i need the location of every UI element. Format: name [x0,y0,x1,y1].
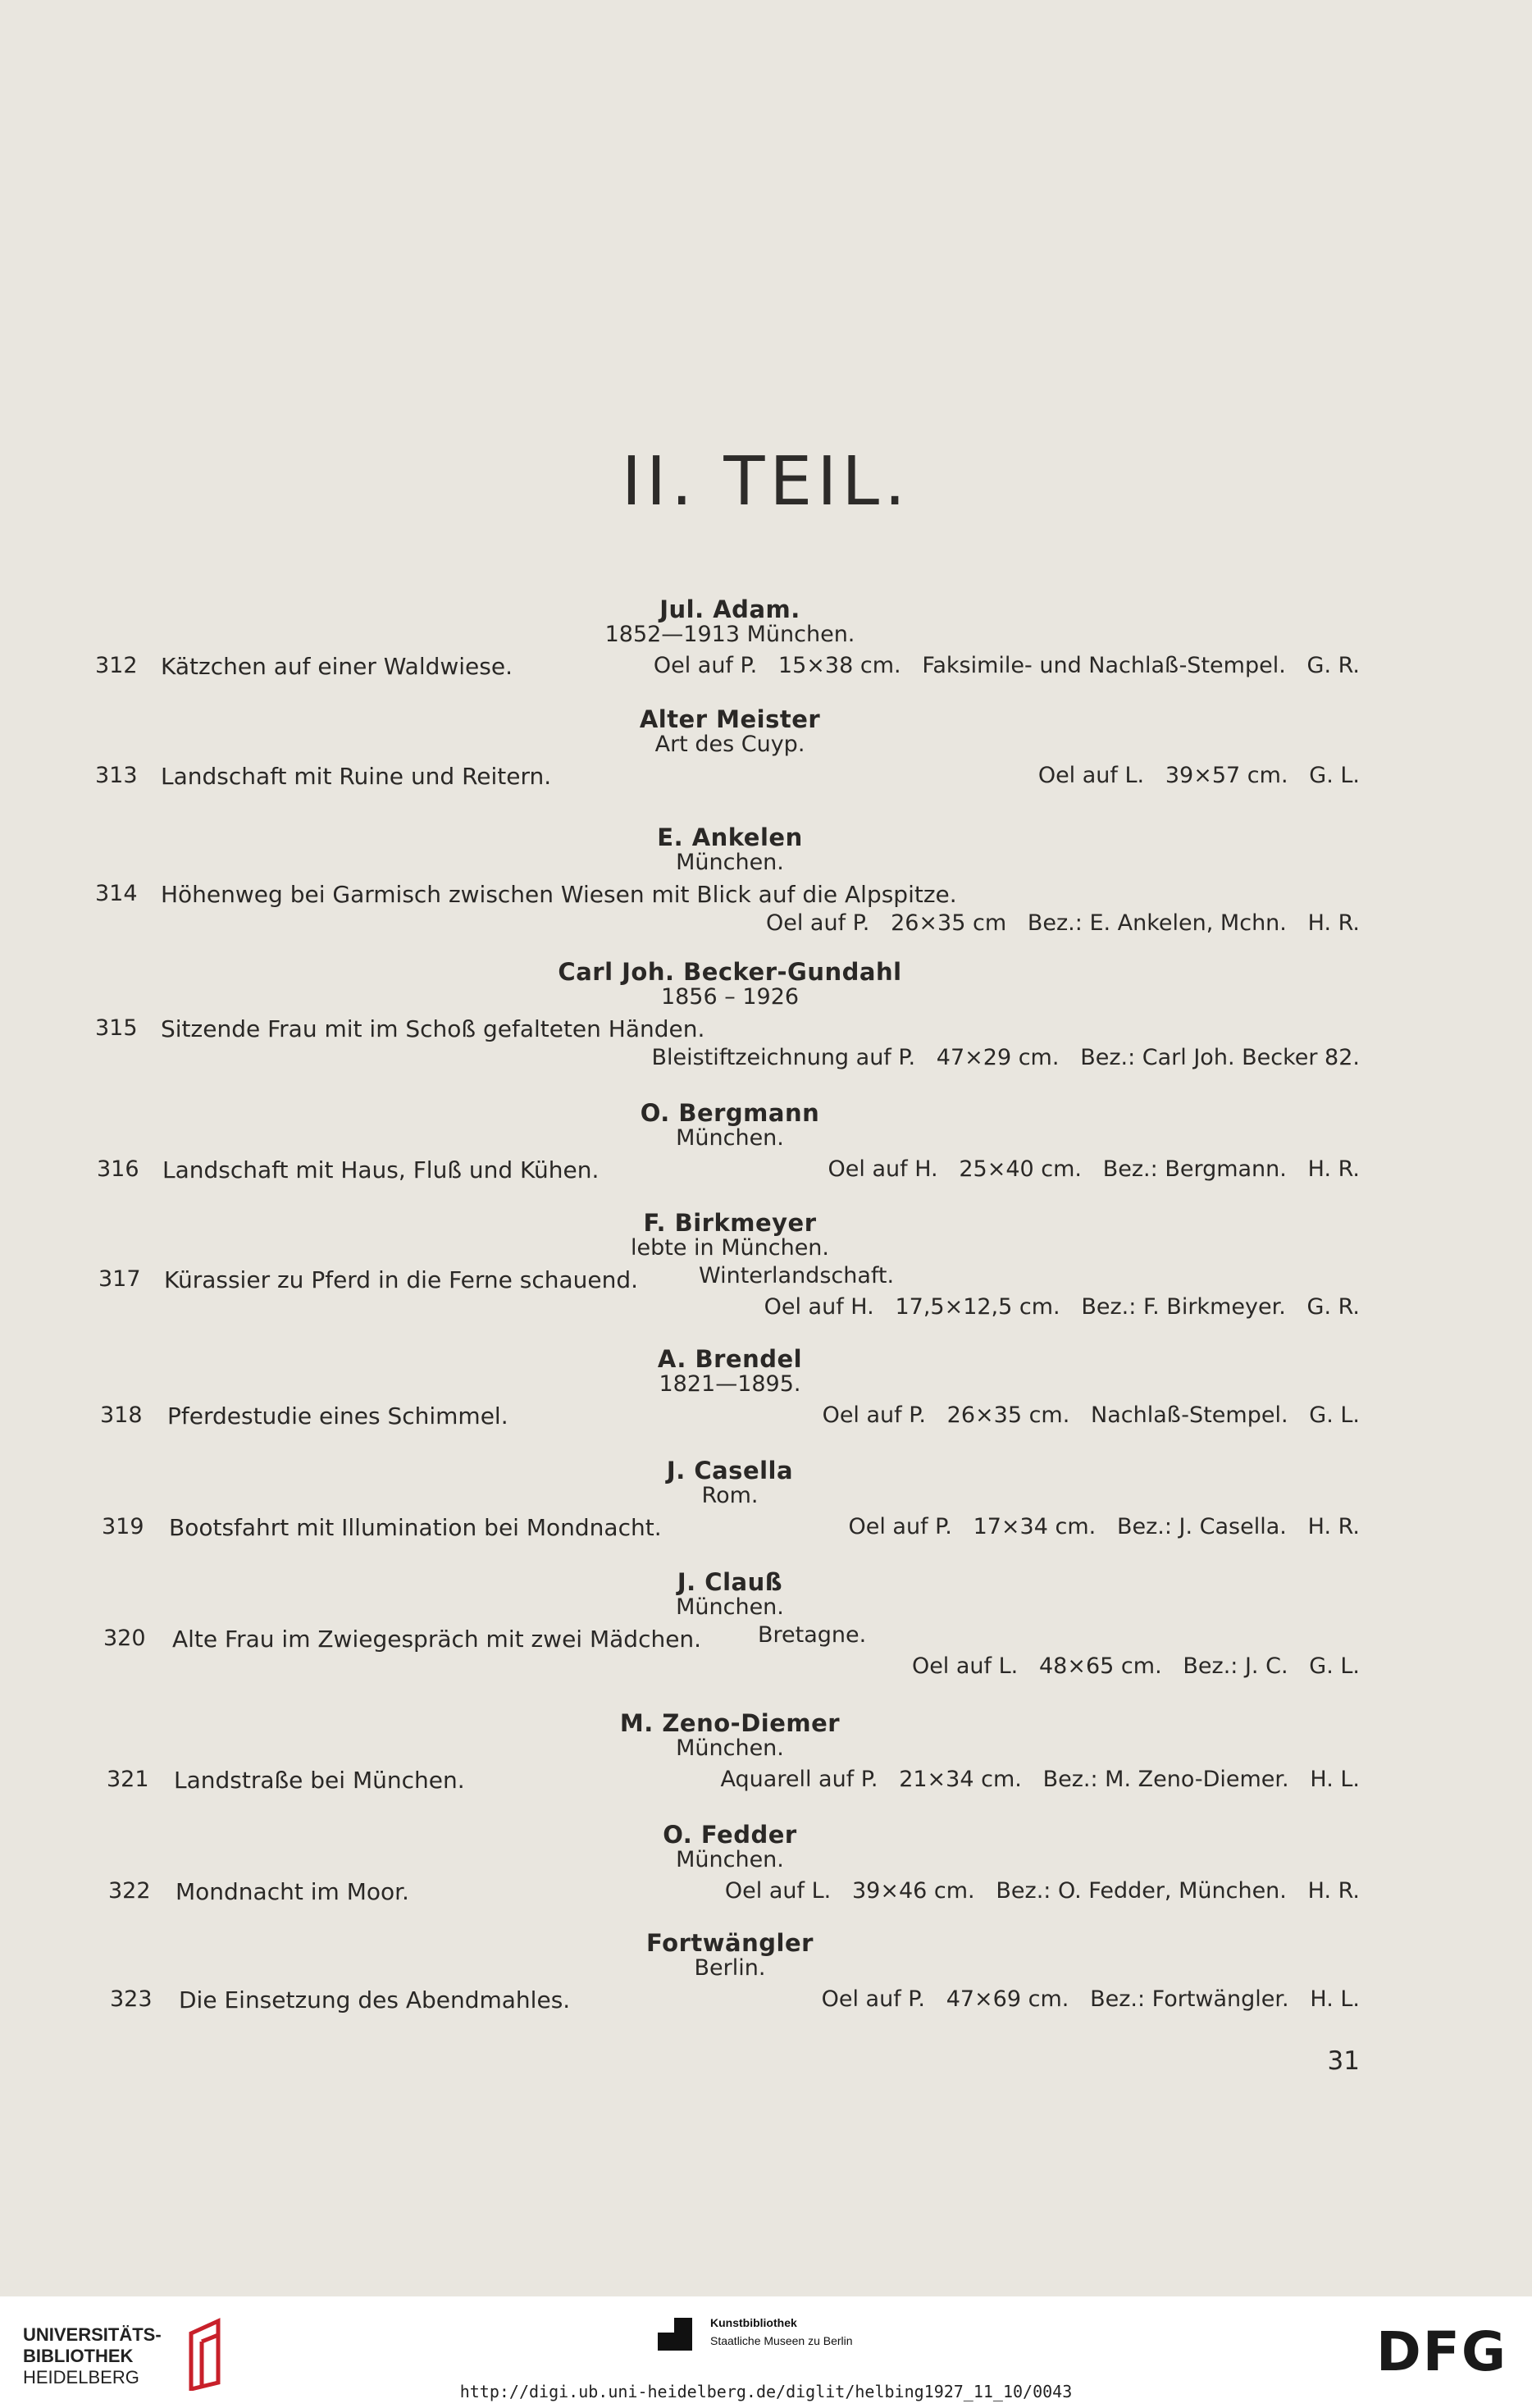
ub-name-line1: UNIVERSITÄTS- [23,2324,162,2345]
work-title: Sitzende Frau mit im Schoß gefalteten Händen. [161,1015,705,1042]
artist-name: E. Ankelen [657,823,803,851]
lot-number: 323 [110,1986,153,2012]
work-details: Oel auf P. 15×38 cm. Faksimile- und Nachlaß-Stempel. G. R. [653,653,1360,678]
artist-info: Art des Cuyp. [654,732,805,757]
artist-name: O. Fedder [663,1821,797,1849]
work-details: Oel auf H. 25×40 cm. Bez.: Bergmann. H. R. [828,1156,1360,1182]
page-title: II. TEIL. [621,443,911,521]
artist-info: Rom. [701,1483,759,1508]
work-details: Aquarell auf P. 21×34 cm. Bez.: M. Zeno-Diemer. H. L. [720,1767,1360,1792]
artist-info: München. [676,1847,784,1872]
dfg-logo [1360,2320,1507,2383]
work-title: Landschaft mit Ruine und Reitern. [161,763,552,790]
work-title: Landschaft mit Haus, Fluß und Kühen. [162,1156,600,1183]
work-details: Oel auf P. 26×35 cm. Nachlaß-Stempel. G. L. [822,1402,1360,1428]
lot-number: 317 [98,1266,141,1292]
kunstbibliothek-logo-icon [656,2315,695,2354]
artist-name: Alter Meister [639,705,821,733]
artist-name: M. Zeno-Diemer [619,1709,841,1737]
artist-info: München. [676,1594,784,1620]
ub-name-line3: HEIDELBERG [23,2367,139,2387]
page-number: 31 [1327,2046,1360,2076]
ub-name-line2: BIBLIOTHEK [23,2346,134,2366]
artist-info: 1856 – 1926 [660,984,800,1010]
work-title: Die Einsetzung des Abendmahles. [179,1986,571,2014]
artist-info: München. [676,850,784,875]
dfg-logo-text: DFG [1375,2320,1507,2383]
artist-name: Jul. Adam. [659,595,800,623]
artist-name: Carl Joh. Becker-Gundahl [558,958,902,986]
lot-number: 315 [95,1015,138,1041]
artist-name: J. Casella [666,1457,794,1484]
lot-number: 319 [102,1514,144,1539]
artist-name: A. Brendel [657,1345,803,1373]
lot-number: 316 [97,1156,139,1182]
kb-name-line1: Kunstbibliothek [710,2316,797,2329]
lot-number: 312 [95,653,138,678]
artist-name: J. Clauß [677,1568,783,1596]
work-details: Oel auf L. 48×65 cm. Bez.: J. C. G. L. [911,1653,1360,1679]
lot-number: 320 [103,1626,146,1651]
work-title: Kätzchen auf einer Waldwiese. [161,653,513,680]
work-details: Winterlandschaft. [699,1263,895,1288]
source-url[interactable]: http://digi.ub.uni-heidelberg.de/diglit/helbing1927_11_10/0043 [459,2382,1073,2401]
ub-logo-mark [191,2321,218,2389]
work-details: Oel auf H. 17,5×12,5 cm. Bez.: F. Birkmeyer. G. R. [764,1294,1360,1320]
work-details: Oel auf L. 39×46 cm. Bez.: O. Fedder, München. H. R. [724,1878,1360,1904]
artist-info: Berlin. [694,1955,766,1981]
artist-info: 1821—1895. [659,1371,801,1397]
artist-name: Fortwängler [646,1929,814,1957]
kb-name-line2: Staatliche Museen zu Berlin [710,2334,853,2347]
work-details: Oel auf L. 39×57 cm. G. L. [1037,763,1360,788]
work-details: Oel auf P. 47×69 cm. Bez.: Fortwängler. H. L. [821,1986,1360,2012]
lot-number: 313 [95,763,138,788]
artist-info: lebte in München. [630,1235,829,1261]
lot-number: 321 [107,1767,149,1792]
work-title: Höhenweg bei Garmisch zwischen Wiesen mit Blick auf die Alpspitze. [161,881,957,908]
work-title: Kürassier zu Pferd in die Ferne schauend. [164,1266,639,1293]
artist-name: F. Birkmeyer [643,1209,817,1237]
artist-info: München. [676,1735,784,1761]
lot-number: 314 [95,881,138,906]
artist-info: 1852—1913 München. [604,622,855,647]
lot-number: 318 [100,1402,143,1428]
work-title: Landstraße bei München. [174,1767,465,1794]
work-details: Bretagne. [758,1622,867,1648]
work-title: Bootsfahrt mit Illumination bei Mondnacht. [169,1514,662,1541]
artist-name: O. Bergmann [640,1099,820,1127]
work-details: Oel auf P. 26×35 cm Bez.: E. Ankelen, Mchn. H. R. [765,910,1360,936]
work-title: Pferdestudie eines Schimmel. [167,1402,508,1430]
work-title: Mondnacht im Moor. [176,1878,409,1905]
work-details: Oel auf P. 17×34 cm. Bez.: J. Casella. H. R. [848,1514,1360,1539]
lot-number: 322 [108,1878,151,1904]
artist-info: München. [676,1125,784,1151]
work-details: Bleistiftzeichnung auf P. 47×29 cm. Bez.: Carl Joh. Becker 82. [651,1045,1360,1070]
work-title: Alte Frau im Zwiegespräch mit zwei Mädchen. [172,1626,702,1653]
